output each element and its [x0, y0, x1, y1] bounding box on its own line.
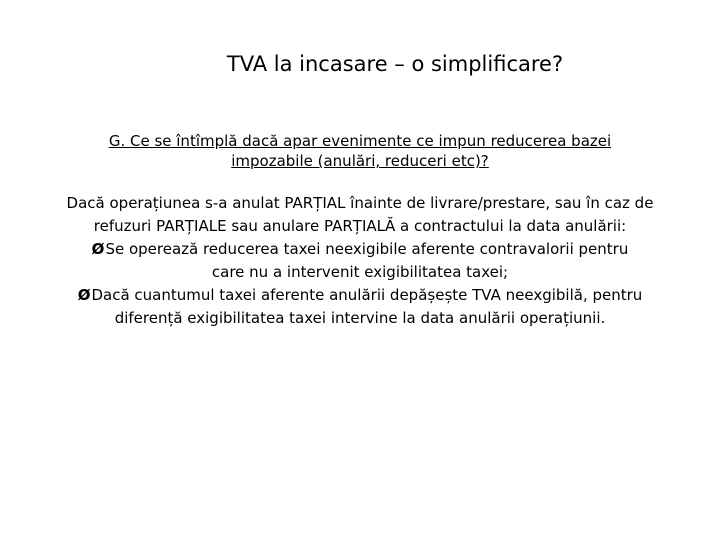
bullet-2-line-1: Dacă cuantumul taxei aferente anulării depășește TVA neexgibilă, pentru [91, 286, 643, 304]
bullet-item-2 [0, 284, 720, 307]
intro-line-1: Dacă operațiunea s-a anulat PARȚIAL înainte de livrare/prestare, sau în caz de [66, 194, 654, 212]
bullet-item-1 [0, 238, 720, 261]
slide-title: TVA la incasare – o simplificare? [226, 52, 564, 76]
bullet-1-line-1: Se operează reducerea taxei neexigibile aferente contravalorii pentru [105, 240, 629, 258]
bullet-1-line-2: care nu a intervenit exigibilitatea taxei; [211, 263, 509, 281]
question-line-2: impozabile (anulări, reduceri etc)? [231, 152, 489, 170]
bullet-arrow-icon: Ø [77, 286, 91, 304]
question-line-1: G. Ce se întîmplă dacă apar evenimente ce impun reducerea bazei [108, 132, 612, 150]
body-text [0, 192, 720, 330]
intro-line-2: refuzuri PARȚIALE sau anulare PARȚIALĂ a contractului la data anulării: [93, 217, 627, 235]
bullet-arrow-icon: Ø [91, 240, 105, 258]
question-heading [0, 131, 720, 171]
bullet-2-line-2: diferență exigibilitatea taxei intervine la data anulării operațiunii. [114, 309, 606, 327]
